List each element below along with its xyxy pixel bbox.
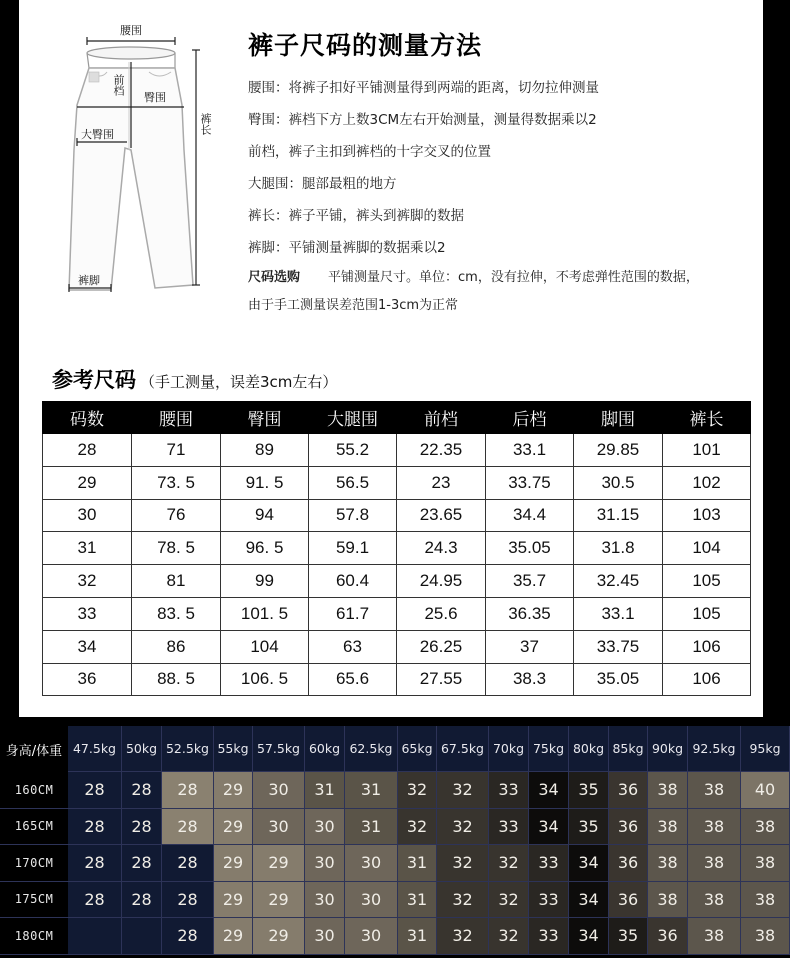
- method-note: [248, 270, 699, 286]
- table-cell: 104: [221, 630, 309, 663]
- method-hip: 臀围：裤档下方上数3CM左右开始测量，测量得数据乘以2: [248, 112, 597, 128]
- weight-header: 52.5kg: [162, 726, 214, 772]
- method-front-rise: 前档，裤子主扣到裤档的十字交叉的位置: [248, 144, 491, 160]
- height-label: 160CM: [0, 772, 68, 809]
- size-cell: 29: [214, 772, 253, 809]
- table-cell: 71: [132, 434, 221, 467]
- size-cell: 33: [529, 882, 569, 919]
- size-cell: 36: [648, 918, 688, 955]
- size-cell: 30: [253, 772, 305, 809]
- label-hem: 裤脚: [78, 274, 100, 287]
- table-cell: 105: [663, 565, 751, 598]
- table-cell: 38.3: [486, 663, 574, 696]
- grid-corner-label: 身高/体重: [0, 726, 68, 772]
- size-cell: [122, 918, 162, 955]
- table-cell: 36.35: [486, 597, 574, 630]
- weight-header: 80kg: [569, 726, 609, 772]
- table-cell: 37: [486, 630, 574, 663]
- size-cell: 36: [609, 809, 648, 846]
- method-title: 裤子尺码的测量方法: [248, 31, 483, 60]
- size-cell: 28: [122, 882, 162, 919]
- size-cell: 38: [688, 918, 741, 955]
- weight-header: 70kg: [489, 726, 529, 772]
- size-cell: 29: [214, 809, 253, 846]
- table-header-row: [43, 402, 751, 434]
- table-cell: 24.3: [397, 532, 486, 565]
- note-line2: 由于手工测量误差范围1-3cm为正常: [248, 298, 459, 313]
- grid-header-row: [0, 726, 790, 772]
- size-cell: 36: [609, 772, 648, 809]
- table-cell: 36: [43, 663, 132, 696]
- size-cell: 28: [162, 845, 214, 882]
- reference-size-table: [42, 401, 751, 696]
- table-cell: 27.55: [397, 663, 486, 696]
- table-row: [43, 630, 751, 663]
- size-cell: 32: [398, 772, 437, 809]
- size-cell: 29: [214, 845, 253, 882]
- size-cell: 29: [214, 882, 253, 919]
- height-label: 170CM: [0, 845, 68, 882]
- size-cell: 38: [688, 809, 741, 846]
- col-header: 码数: [43, 402, 132, 434]
- table-cell: 106: [663, 663, 751, 696]
- table-cell: 34: [43, 630, 132, 663]
- label-front-rise: 前档: [112, 74, 125, 96]
- pants-measurement-diagram: [19, 0, 239, 320]
- table-cell: 32: [43, 565, 132, 598]
- table-cell: 33.75: [486, 466, 574, 499]
- weight-header: 90kg: [648, 726, 688, 772]
- size-cell: 34: [529, 809, 569, 846]
- size-cell: 38: [648, 809, 688, 846]
- size-cell: 36: [609, 882, 648, 919]
- size-cell: 36: [609, 845, 648, 882]
- size-cell: 32: [398, 809, 437, 846]
- note-label: 尺码选购: [248, 270, 301, 285]
- size-cell: 34: [529, 772, 569, 809]
- grid-row: [0, 845, 790, 882]
- table-cell: 65.6: [309, 663, 397, 696]
- size-cell: 30: [345, 845, 398, 882]
- size-cell: 28: [122, 809, 162, 846]
- method-hem: 裤脚：平铺测量裤脚的数据乘以2: [248, 240, 446, 256]
- weight-header: 67.5kg: [437, 726, 489, 772]
- table-row: [43, 532, 751, 565]
- table-row: [43, 434, 751, 467]
- size-cell: 28: [162, 772, 214, 809]
- size-cell: 28: [68, 845, 122, 882]
- table-cell: 96. 5: [221, 532, 309, 565]
- size-cell: 38: [688, 772, 741, 809]
- table-cell: 101: [663, 434, 751, 467]
- size-cell: 32: [437, 882, 489, 919]
- col-header: 腰围: [132, 402, 221, 434]
- weight-header: 47.5kg: [68, 726, 122, 772]
- table-cell: 33: [43, 597, 132, 630]
- size-cell: 38: [648, 882, 688, 919]
- label-waist: 腰围: [120, 24, 142, 37]
- size-cell: 30: [305, 809, 345, 846]
- table-cell: 31.8: [574, 532, 663, 565]
- measurement-method: [248, 28, 768, 313]
- table-row: [43, 663, 751, 696]
- table-cell: 23: [397, 466, 486, 499]
- table-cell: 30: [43, 499, 132, 532]
- size-cell: 30: [345, 882, 398, 919]
- col-header: 脚围: [574, 402, 663, 434]
- label-thigh: 大臀围: [81, 128, 114, 141]
- size-cell: 31: [398, 918, 437, 955]
- table-cell: 29: [43, 466, 132, 499]
- reference-title: [52, 364, 337, 394]
- table-cell: 23.65: [397, 499, 486, 532]
- size-cell: 28: [122, 845, 162, 882]
- table-row: [43, 466, 751, 499]
- col-header: 裤长: [663, 402, 751, 434]
- col-header: 后档: [486, 402, 574, 434]
- size-cell: 38: [741, 882, 790, 919]
- table-cell: 31: [43, 532, 132, 565]
- size-cell: 32: [489, 845, 529, 882]
- table-cell: 35.05: [486, 532, 574, 565]
- table-cell: 35.05: [574, 663, 663, 696]
- size-cell: 32: [437, 809, 489, 846]
- table-cell: 31.15: [574, 499, 663, 532]
- weight-header: 55kg: [214, 726, 253, 772]
- size-cell: [68, 918, 122, 955]
- size-cell: 30: [345, 918, 398, 955]
- size-cell: 38: [741, 845, 790, 882]
- size-cell: 38: [688, 882, 741, 919]
- height-label: 175CM: [0, 882, 68, 919]
- height-label: 180CM: [0, 918, 68, 955]
- size-cell: 30: [253, 809, 305, 846]
- reference-title-sub: （手工测量，误差3cm左右）: [140, 373, 338, 391]
- table-cell: 33.75: [574, 630, 663, 663]
- table-cell: 24.95: [397, 565, 486, 598]
- size-cell: 34: [569, 918, 609, 955]
- table-cell: 105: [663, 597, 751, 630]
- grid-row: [0, 918, 790, 955]
- table-cell: 88. 5: [132, 663, 221, 696]
- size-cell: 35: [609, 918, 648, 955]
- table-cell: 101. 5: [221, 597, 309, 630]
- method-thigh: 大腿围：腿部最粗的地方: [248, 176, 397, 192]
- size-cell: 31: [305, 772, 345, 809]
- table-cell: 106. 5: [221, 663, 309, 696]
- table-cell: 29.85: [574, 434, 663, 467]
- weight-header: 75kg: [529, 726, 569, 772]
- size-cell: 35: [569, 772, 609, 809]
- table-cell: 63: [309, 630, 397, 663]
- size-cell: 33: [489, 772, 529, 809]
- size-cell: 31: [398, 882, 437, 919]
- col-header: 臀围: [221, 402, 309, 434]
- size-cell: 32: [437, 918, 489, 955]
- weight-header: 95kg: [741, 726, 790, 772]
- table-cell: 35.7: [486, 565, 574, 598]
- size-cell: 32: [489, 882, 529, 919]
- size-cell: 28: [68, 809, 122, 846]
- table-cell: 104: [663, 532, 751, 565]
- size-cell: 30: [305, 918, 345, 955]
- table-cell: 55.2: [309, 434, 397, 467]
- size-cell: 33: [529, 918, 569, 955]
- size-cell: 28: [162, 882, 214, 919]
- size-cell: 34: [569, 845, 609, 882]
- table-cell: 83. 5: [132, 597, 221, 630]
- size-cell: 40: [741, 772, 790, 809]
- weight-header: 57.5kg: [253, 726, 305, 772]
- table-cell: 61.7: [309, 597, 397, 630]
- table-cell: 25.6: [397, 597, 486, 630]
- size-cell: 28: [162, 918, 214, 955]
- label-hip: 臀围: [144, 91, 166, 104]
- table-cell: 30.5: [574, 466, 663, 499]
- size-cell: 35: [569, 809, 609, 846]
- table-cell: 78. 5: [132, 532, 221, 565]
- table-cell: 94: [221, 499, 309, 532]
- size-cell: 28: [162, 809, 214, 846]
- table-cell: 99: [221, 565, 309, 598]
- size-cell: 33: [529, 845, 569, 882]
- table-row: [43, 597, 751, 630]
- size-cell: 30: [305, 845, 345, 882]
- method-length: 裤长：裤子平铺，裤头到裤脚的数据: [248, 208, 464, 224]
- size-cell: 32: [437, 772, 489, 809]
- size-cell: 34: [569, 882, 609, 919]
- label-length: 裤长: [199, 113, 212, 135]
- weight-header: 92.5kg: [688, 726, 741, 772]
- size-cell: 31: [345, 809, 398, 846]
- table-cell: 60.4: [309, 565, 397, 598]
- weight-header: 65kg: [398, 726, 437, 772]
- table-cell: 102: [663, 466, 751, 499]
- table-cell: 34.4: [486, 499, 574, 532]
- col-header: 前档: [397, 402, 486, 434]
- size-cell: 28: [68, 772, 122, 809]
- size-cell: 29: [253, 845, 305, 882]
- size-cell: 29: [253, 882, 305, 919]
- table-cell: 26.25: [397, 630, 486, 663]
- table-row: [43, 499, 751, 532]
- table-cell: 76: [132, 499, 221, 532]
- table-cell: 73. 5: [132, 466, 221, 499]
- size-cell: 29: [253, 918, 305, 955]
- grid-row: [0, 809, 790, 846]
- table-cell: 103: [663, 499, 751, 532]
- table-cell: 56.5: [309, 466, 397, 499]
- size-cell: 38: [688, 845, 741, 882]
- reference-title-main: 参考尺码: [52, 368, 136, 392]
- size-cell: 32: [489, 918, 529, 955]
- weight-header: 50kg: [122, 726, 162, 772]
- size-cell: 28: [122, 772, 162, 809]
- size-cell: 38: [741, 918, 790, 955]
- weight-header: 60kg: [305, 726, 345, 772]
- grid-row: [0, 882, 790, 919]
- table-cell: 59.1: [309, 532, 397, 565]
- height-weight-size-grid: [0, 726, 790, 958]
- grid-row: [0, 772, 790, 809]
- size-cell: 28: [68, 882, 122, 919]
- table-row: [43, 565, 751, 598]
- size-cell: 30: [305, 882, 345, 919]
- size-cell: 38: [648, 845, 688, 882]
- size-cell: 29: [214, 918, 253, 955]
- table-cell: 33.1: [486, 434, 574, 467]
- table-cell: 22.35: [397, 434, 486, 467]
- table-cell: 106: [663, 630, 751, 663]
- size-cell: 38: [741, 809, 790, 846]
- table-cell: 81: [132, 565, 221, 598]
- size-cell: 31: [398, 845, 437, 882]
- height-label: 165CM: [0, 809, 68, 846]
- size-cell: 33: [489, 809, 529, 846]
- table-cell: 89: [221, 434, 309, 467]
- table-cell: 33.1: [574, 597, 663, 630]
- table-cell: 86: [132, 630, 221, 663]
- table-cell: 32.45: [574, 565, 663, 598]
- size-cell: 38: [648, 772, 688, 809]
- size-cell: 31: [345, 772, 398, 809]
- col-header: 大腿围: [309, 402, 397, 434]
- weight-header: 62.5kg: [345, 726, 398, 772]
- table-cell: 28: [43, 434, 132, 467]
- table-cell: 57.8: [309, 499, 397, 532]
- pants-outline-icon: [19, 0, 239, 320]
- method-waist: 腰围：将裤子扣好平铺测量得到两端的距离，切勿拉伸测量: [248, 80, 599, 96]
- note-line1: 平铺测量尺寸。单位：cm，没有拉伸，不考虑弹性范围的数据，: [328, 270, 699, 285]
- weight-header: 85kg: [609, 726, 648, 772]
- size-cell: 32: [437, 845, 489, 882]
- table-cell: 91. 5: [221, 466, 309, 499]
